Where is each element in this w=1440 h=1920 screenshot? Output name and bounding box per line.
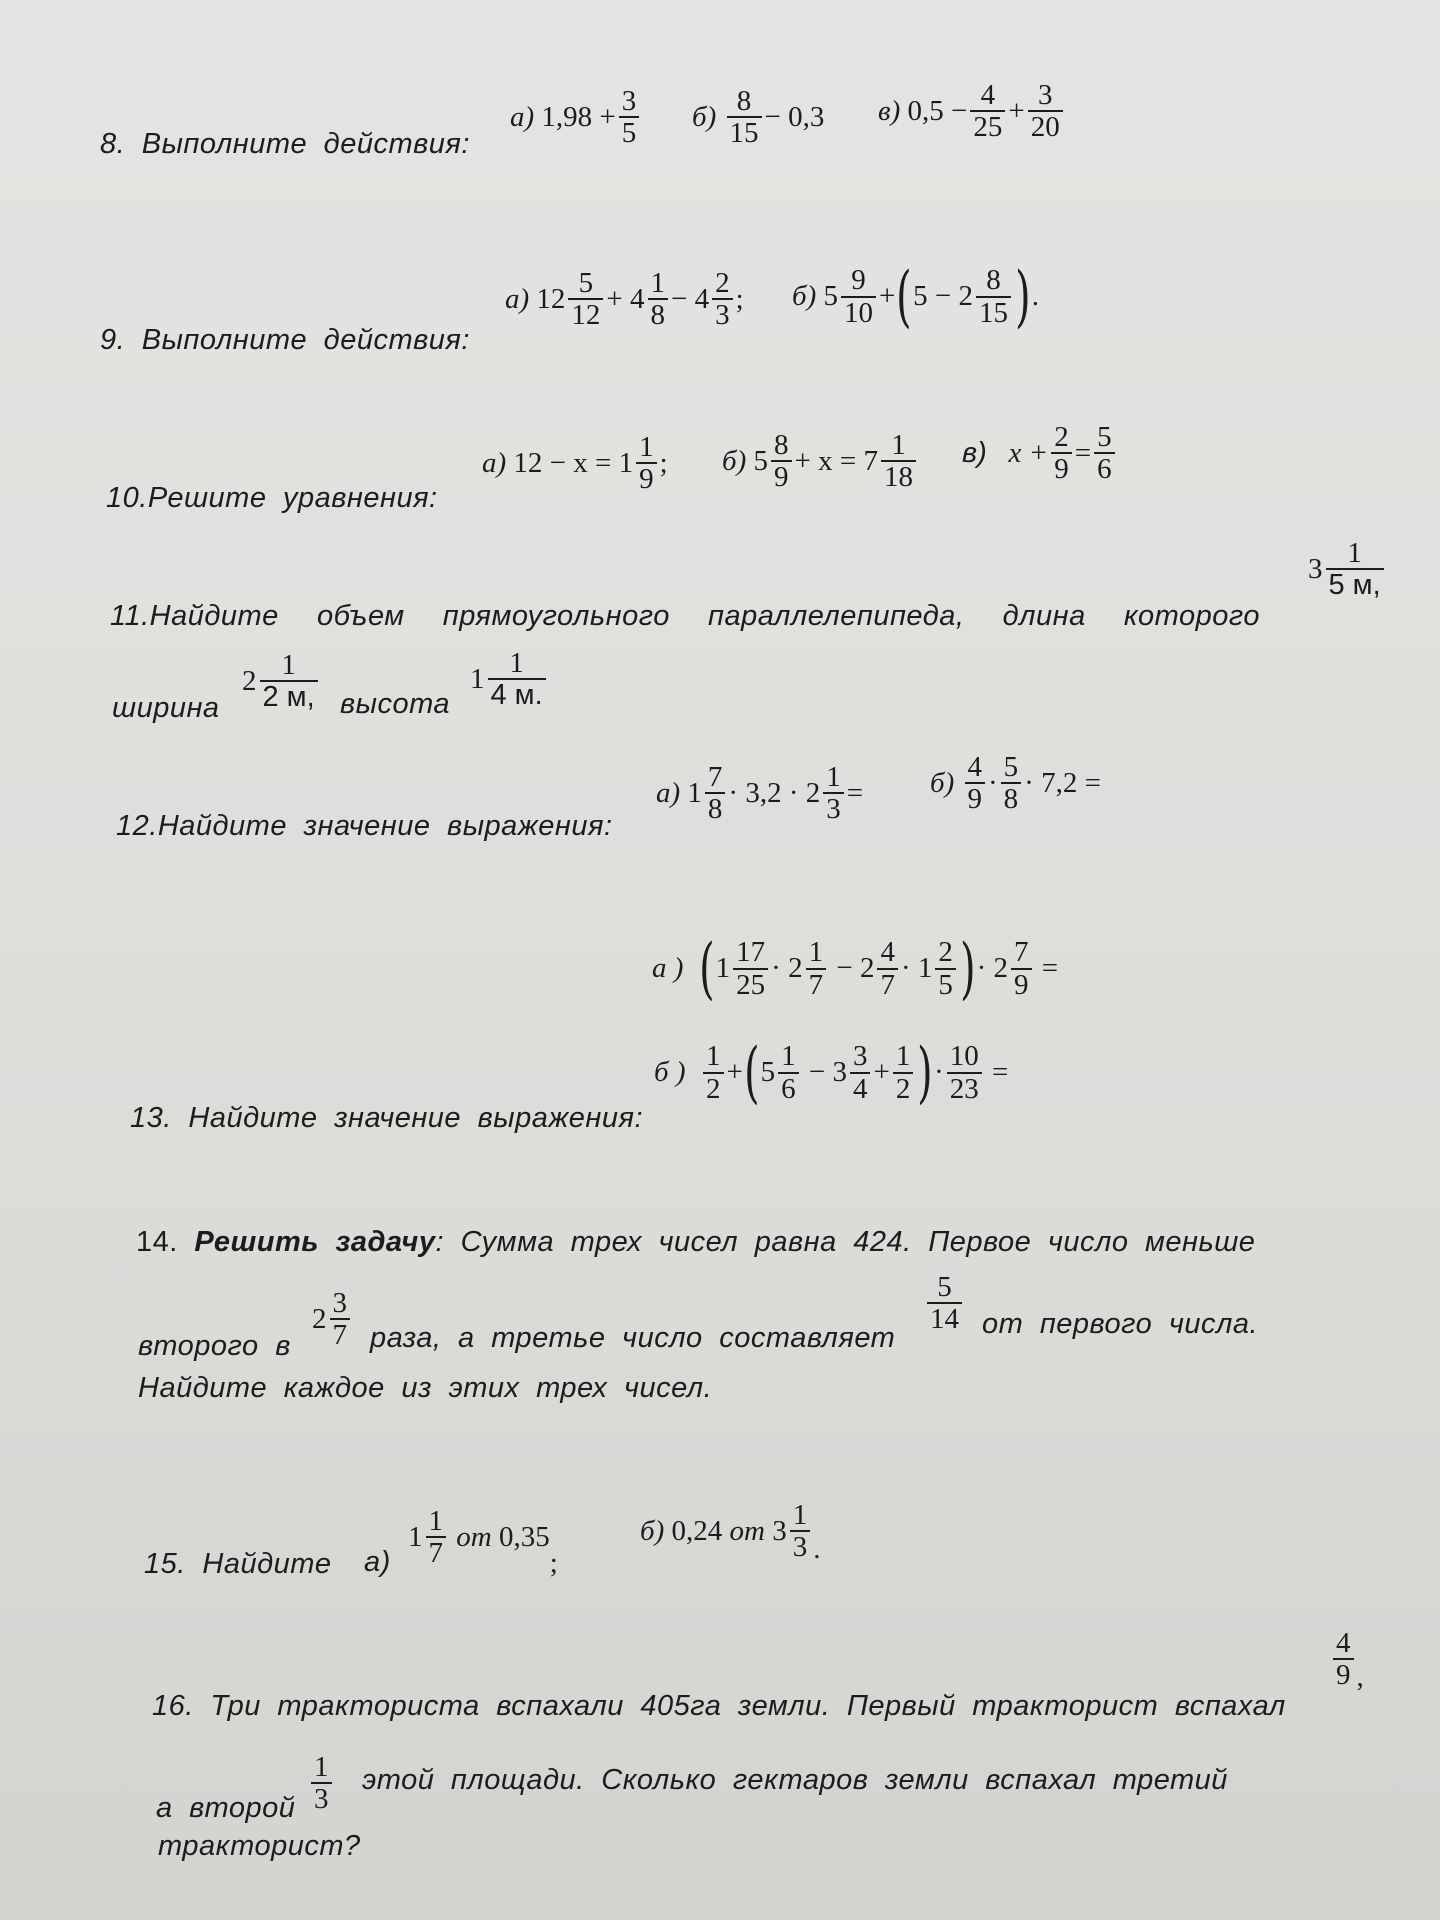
task-11-width-label: ширина xyxy=(112,692,220,724)
task-10-b: б) 5 8 9 + x = 7 1 18 xyxy=(722,430,919,493)
fraction: 1 18 xyxy=(881,430,916,493)
task-15-label: 15. Найдите xyxy=(144,1548,332,1580)
task-10-label: 10.Решите уравнения: xyxy=(106,482,438,514)
task-9-b: б) 5 9 10 + ( 5 − 2 8 15 ) . xyxy=(792,258,1039,335)
fraction: 5 8 xyxy=(1001,752,1022,815)
task-13-b: б ) 1 2 + ( 5 1 6 − 3 3 4 + $\frac{1}{2}$ ) · $\frac{10}{23}$ = xyxy=(654,1034,1009,1111)
task-14-line3: Найдите каждое из этих трех чисел. xyxy=(138,1372,713,1404)
fraction: $\frac{4}{25}$ xyxy=(970,80,1005,143)
fraction: 1 2 м, xyxy=(260,650,318,713)
task-14-fraction-1: 2 3 7 xyxy=(312,1288,353,1351)
fraction: $\frac{1}{3}$ xyxy=(823,762,844,825)
task-14-line2b: раза, а третье число составляет xyxy=(370,1322,896,1354)
fraction: 7 8 xyxy=(705,762,726,825)
left-paren: ( xyxy=(699,930,715,1007)
task-9-a: а) 12 5 12 + 4 1 8 − 4 2 3 ; xyxy=(505,267,744,332)
fraction: 3 7 xyxy=(330,1288,351,1351)
task-12-a: а) 1 7 8 · 3,2 · 2 $\frac{1}{3}$ = xyxy=(656,761,864,826)
right-paren: ) xyxy=(1015,258,1031,335)
task-11-height: 1 1 4 м. xyxy=(470,648,549,711)
task-8-b: б) 8 15 − 0,3 xyxy=(692,85,825,150)
item-tag: а) xyxy=(505,282,530,315)
item-tag: в) xyxy=(878,94,901,127)
fraction: 1 6 xyxy=(778,1041,799,1104)
fraction: $\frac{3}{5}$ xyxy=(619,86,640,149)
task-8-a: а) 1,98 + $\frac{3}{5}$ xyxy=(510,86,642,149)
fraction: 5 12 xyxy=(568,268,603,331)
fraction: 1 8 xyxy=(648,268,669,331)
fraction: 4 9 xyxy=(965,752,986,815)
fraction: 5 14 xyxy=(927,1272,962,1335)
fraction: $\frac{7}{9}$ xyxy=(1011,937,1032,1000)
fraction: 4 9 xyxy=(1333,1628,1354,1691)
fraction: 1 7 xyxy=(806,937,827,1000)
task-16-line3: тракторист? xyxy=(158,1830,361,1862)
task-8-c: в) 0,5 − $\frac{4}{25}$ + $\frac{3}{20}$ xyxy=(878,80,1066,143)
item-tag: б) xyxy=(722,444,747,477)
fraction: $\frac{3}{20}$ xyxy=(1028,80,1063,143)
fraction: 1 3 xyxy=(790,1500,811,1563)
item-tag: б) xyxy=(640,1514,665,1547)
fraction: $\frac{1}{2}$ xyxy=(893,1041,914,1104)
fraction: $\frac{2}{9}$ xyxy=(1051,422,1072,485)
task-16-fraction-1: 4 9 , xyxy=(1330,1628,1364,1691)
task-8-label: 8. Выполните действия: xyxy=(100,128,470,160)
fraction: 8 15 xyxy=(727,86,762,149)
task-10-c: в) x + $\frac{2}{9}$ = $\frac{5}{6}$ xyxy=(962,422,1118,485)
fraction: 1 9 xyxy=(636,432,657,495)
left-paren: ( xyxy=(896,258,912,335)
left-paren: ( xyxy=(744,1034,760,1111)
fraction: 17 25 xyxy=(733,937,768,1000)
task-12-label: 12.Найдите значение выражения: xyxy=(116,810,613,842)
fraction: 2 5 xyxy=(935,937,956,1000)
task-14-fraction-2 xyxy=(924,1272,965,1335)
item-tag: а ) xyxy=(652,952,684,984)
task-9-label: 9. Выполните действия: xyxy=(100,324,470,356)
fraction: 1 2 xyxy=(703,1041,724,1104)
task-11-width: 2 1 2 м, xyxy=(242,650,321,713)
task-16-line2a: а второй xyxy=(156,1792,296,1824)
task-14-line2a: второго в xyxy=(138,1330,291,1362)
task-16-line1: 16. Три тракториста вспахали 405га земли. Первый тракторист вспахал xyxy=(152,1690,1286,1722)
task-12-b: б) 4 9 · 5 8 · 7,2 = xyxy=(930,751,1101,816)
fraction: 8 15 xyxy=(976,265,1011,328)
fraction: 2 3 xyxy=(712,268,733,331)
task-15-b: б) 0,24 от 3 1 3 . xyxy=(640,1499,821,1565)
task-11-height-label: высота xyxy=(340,688,451,720)
fraction: 1 7 xyxy=(426,1506,447,1569)
item-tag: б) xyxy=(692,100,717,133)
fraction: 3 4 xyxy=(850,1041,871,1104)
item-tag: в) xyxy=(962,436,987,469)
task-11-length: 3 1 5 м, xyxy=(1308,538,1387,601)
item-tag: а) xyxy=(656,776,681,809)
fraction: 9 10 xyxy=(841,265,876,328)
item-tag: б) xyxy=(792,280,817,312)
task-15-a: 1 1 7 от 0,35 ; xyxy=(408,1505,558,1579)
item-tag: б ) xyxy=(654,1056,686,1088)
right-paren: ) xyxy=(960,930,976,1007)
task-13-a: а ) ( 1 17 25 · 2 1 7 − 2 4 7 · 1 2 5 ) · 2 $\frac{7}{9}$ = xyxy=(652,930,1059,1007)
right-paren: ) xyxy=(917,1034,933,1111)
fraction: 1 3 xyxy=(311,1752,332,1815)
task-13-label: 13. Найдите значение выражения: xyxy=(130,1102,644,1134)
fraction: $\frac{10}{23}$ xyxy=(947,1041,982,1104)
task-16-fraction-2 xyxy=(308,1752,335,1815)
fraction: 1 5 м, xyxy=(1326,538,1384,601)
task-14-line2c: от первого числа. xyxy=(982,1308,1259,1340)
task-15-a-tag: а) xyxy=(364,1546,391,1578)
fraction: $\frac{5}{6}$ xyxy=(1094,422,1115,485)
fraction: 4 7 xyxy=(877,937,898,1000)
task-16-line2b: этой площади. Сколько гектаров земли вспахал третий xyxy=(362,1764,1228,1796)
item-tag: а) xyxy=(510,100,535,133)
item-tag: а) xyxy=(482,446,507,479)
task-10-a: а) 12 − x = 1 1 9 ; xyxy=(482,431,668,496)
fraction: 1 4 м. xyxy=(488,648,546,711)
item-tag: б) xyxy=(930,766,955,799)
task-11-line1: 11.Найдите объем прямоугольного параллелепипеда, длина которого xyxy=(110,600,1260,632)
fraction: 8 9 xyxy=(771,430,792,493)
task-14-line1: 14. Решить задачу: Сумма трех чисел равна 424. Первое число меньше xyxy=(136,1226,1256,1258)
